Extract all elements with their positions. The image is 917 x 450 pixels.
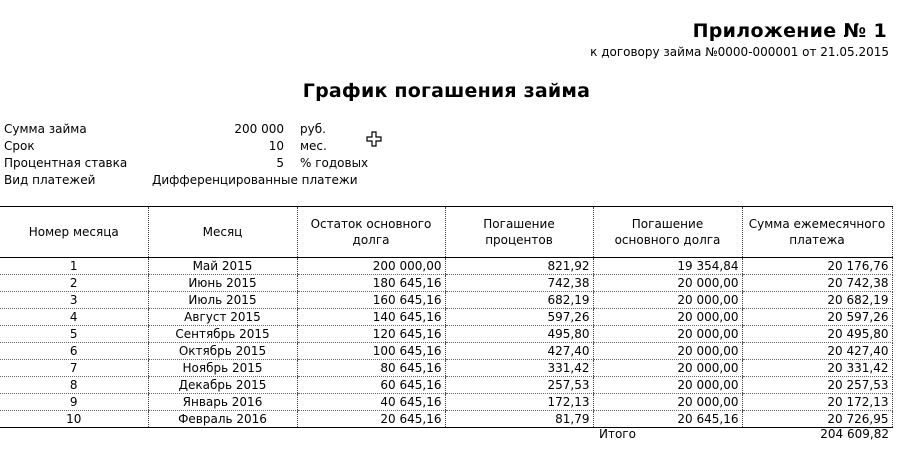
cell-principal-payment: 20 000,00 — [593, 275, 742, 292]
cell-principal-payment: 20 000,00 — [593, 377, 742, 394]
cell-month-number: 6 — [0, 343, 148, 360]
payment-type-label: Вид платежей — [4, 173, 96, 187]
cell-monthly-payment: 20 172,13 — [742, 394, 892, 411]
cell-interest-payment: 172,13 — [445, 394, 593, 411]
cell-interest-payment: 81,79 — [445, 411, 593, 428]
cell-month: Май 2015 — [148, 258, 297, 275]
cell-monthly-payment: 20 742,38 — [742, 275, 892, 292]
summary-row-amount — [4, 121, 404, 138]
move-cursor-icon — [366, 131, 382, 147]
cell-month: Ноябрь 2015 — [148, 360, 297, 377]
cell-month: Июль 2015 — [148, 292, 297, 309]
cell-principal-balance: 120 645,16 — [297, 326, 445, 343]
table-row — [0, 343, 892, 360]
cell-monthly-payment: 20 176,76 — [742, 258, 892, 275]
cell-principal-payment: 20 000,00 — [593, 326, 742, 343]
table-row — [0, 309, 892, 326]
header-principal-payment: Погашение основного долга — [593, 207, 742, 258]
table-row — [0, 275, 892, 292]
table-row — [0, 360, 892, 377]
cell-interest-payment: 257,53 — [445, 377, 593, 394]
cell-principal-payment: 20 000,00 — [593, 343, 742, 360]
cell-month-number: 8 — [0, 377, 148, 394]
cell-principal-balance: 20 645,16 — [297, 411, 445, 428]
cell-principal-balance: 100 645,16 — [297, 343, 445, 360]
cell-monthly-payment: 20 495,80 — [742, 326, 892, 343]
cell-monthly-payment: 20 682,19 — [742, 292, 892, 309]
cell-interest-payment: 821,92 — [445, 258, 593, 275]
cell-principal-payment: 20 000,00 — [593, 292, 742, 309]
header-principal-balance: Остаток основного долга — [297, 207, 445, 258]
repayment-schedule-table — [0, 206, 893, 428]
cell-principal-balance: 80 645,16 — [297, 360, 445, 377]
cell-month: Август 2015 — [148, 309, 297, 326]
cell-interest-payment: 495,80 — [445, 326, 593, 343]
cell-month-number: 7 — [0, 360, 148, 377]
term-unit: мес. — [300, 139, 327, 153]
total-value: 204 609,82 — [820, 427, 889, 441]
cell-interest-payment: 742,38 — [445, 275, 593, 292]
cell-principal-balance: 160 645,16 — [297, 292, 445, 309]
amount-unit: руб. — [300, 122, 326, 136]
cell-monthly-payment: 20 257,53 — [742, 377, 892, 394]
payment-type-value: Дифференцированные платежи — [152, 173, 358, 187]
cell-principal-balance: 40 645,16 — [297, 394, 445, 411]
cell-month-number: 10 — [0, 411, 148, 428]
cell-month-number: 9 — [0, 394, 148, 411]
cell-principal-payment: 20 000,00 — [593, 360, 742, 377]
summary-row-rate — [4, 155, 404, 172]
cell-principal-balance: 60 645,16 — [297, 377, 445, 394]
cell-interest-payment: 682,19 — [445, 292, 593, 309]
cell-monthly-payment: 20 726,95 — [742, 411, 892, 428]
term-label: Срок — [4, 139, 35, 153]
table-row — [0, 326, 892, 343]
rate-unit: % годовых — [300, 156, 369, 170]
cell-principal-payment: 19 354,84 — [593, 258, 742, 275]
cell-month: Февраль 2016 — [148, 411, 297, 428]
rate-value: 5 — [276, 156, 284, 170]
summary-row-payment-type — [4, 172, 404, 189]
header-month: Месяц — [148, 207, 297, 258]
cell-month-number: 4 — [0, 309, 148, 326]
cell-principal-payment: 20 645,16 — [593, 411, 742, 428]
term-value: 10 — [268, 139, 284, 153]
header-month-number: Номер месяца — [0, 207, 148, 258]
rate-label: Процентная ставка — [4, 156, 128, 170]
cell-month: Июнь 2015 — [148, 275, 297, 292]
cell-month: Сентябрь 2015 — [148, 326, 297, 343]
cell-principal-payment: 20 000,00 — [593, 309, 742, 326]
cell-month-number: 5 — [0, 326, 148, 343]
cell-principal-balance: 180 645,16 — [297, 275, 445, 292]
cell-monthly-payment: 20 427,40 — [742, 343, 892, 360]
appendix-subtitle: к договору займа №0000-000001 от 21.05.2015 — [590, 45, 889, 59]
cell-interest-payment: 597,26 — [445, 309, 593, 326]
cell-interest-payment: 427,40 — [445, 343, 593, 360]
cell-monthly-payment: 20 331,42 — [742, 360, 892, 377]
cell-principal-balance: 200 000,00 — [297, 258, 445, 275]
cell-month: Октябрь 2015 — [148, 343, 297, 360]
cell-month-number: 1 — [0, 258, 148, 275]
cell-monthly-payment: 20 597,26 — [742, 309, 892, 326]
table-row — [0, 292, 892, 309]
appendix-title: Приложение № 1 — [692, 20, 887, 42]
cell-month: Декабрь 2015 — [148, 377, 297, 394]
table-header-row — [0, 207, 892, 258]
table-row — [0, 394, 892, 411]
cell-principal-balance: 140 645,16 — [297, 309, 445, 326]
cell-month: Январь 2016 — [148, 394, 297, 411]
cell-month-number: 3 — [0, 292, 148, 309]
amount-value: 200 000 — [234, 122, 284, 136]
table-row — [0, 258, 892, 275]
document-title: График погашения займа — [302, 80, 591, 102]
cell-principal-payment: 20 000,00 — [593, 394, 742, 411]
header-interest-payment: Погашение процентов — [445, 207, 593, 258]
header-monthly-payment: Сумма ежемесячного платежа — [742, 207, 892, 258]
amount-label: Сумма займа — [4, 122, 87, 136]
cell-month-number: 2 — [0, 275, 148, 292]
table-row — [0, 411, 892, 428]
summary-row-term — [4, 138, 404, 155]
loan-summary — [4, 121, 404, 189]
cell-interest-payment: 331,42 — [445, 360, 593, 377]
total-label: Итого — [599, 427, 636, 441]
table-row — [0, 377, 892, 394]
